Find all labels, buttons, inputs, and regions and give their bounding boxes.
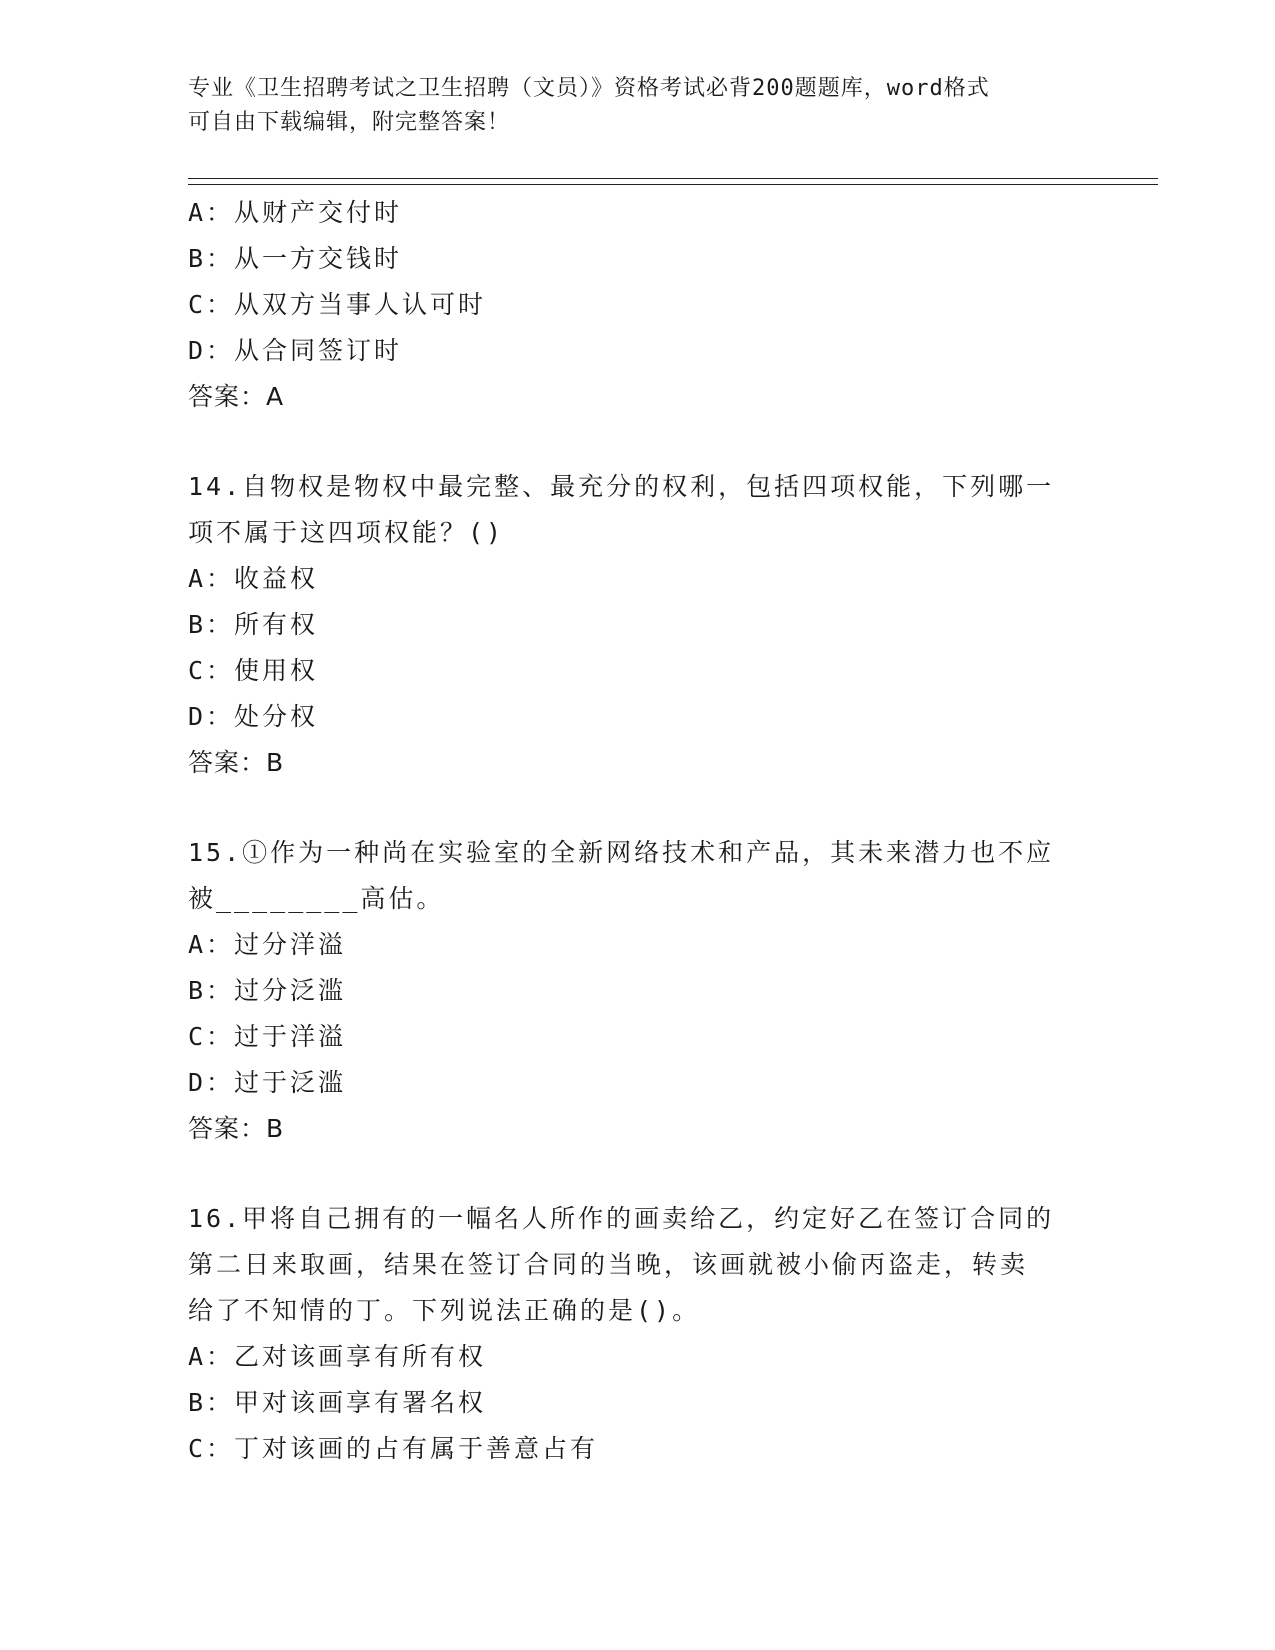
answer: 答案：B	[188, 748, 285, 777]
question-list	[188, 190, 1088, 1472]
header-line-1: 专业《卫生招聘考试之卫生招聘（文员）》资格考试必背200题题库，word格式	[188, 76, 990, 101]
question-stem-line: 给了不知情的丁。下列说法正确的是()。	[188, 1296, 701, 1325]
spacer	[188, 1152, 1088, 1196]
option-c: C：过于洋溢	[188, 1022, 347, 1051]
option-c: C：丁对该画的占有属于善意占有	[188, 1434, 599, 1463]
option-c: C：使用权	[188, 656, 319, 685]
question-stem-line: 16.甲将自己拥有的一幅名人所作的画卖给乙，约定好乙在签订合同的	[188, 1204, 1055, 1233]
question-stem-line: 14.自物权是物权中最完整、最充分的权利，包括四项权能，下列哪一	[188, 472, 1055, 501]
option-d: D：过于泛滥	[188, 1068, 347, 1097]
question-stem-line: 15.①作为一种尚在实验室的全新网络技术和产品，其未来潜力也不应	[188, 838, 1055, 867]
answer: 答案：A	[188, 382, 285, 411]
option-c: C：从双方当事人认可时	[188, 290, 487, 319]
option-b: B：甲对该画享有署名权	[188, 1388, 487, 1417]
header-rule-top	[188, 178, 1158, 179]
option-a: A：乙对该画享有所有权	[188, 1342, 487, 1371]
spacer	[188, 786, 1088, 830]
option-d: D：处分权	[188, 702, 319, 731]
header-rule-bottom	[188, 184, 1158, 185]
option-b: B：过分泛滥	[188, 976, 347, 1005]
answer: 答案：B	[188, 1114, 285, 1143]
header-line-2: 可自由下载编辑，附完整答案！	[188, 110, 511, 135]
question-stem-line: 项不属于这四项权能？()	[188, 518, 505, 547]
option-a: A：收益权	[188, 564, 319, 593]
option-a: A：从财产交付时	[188, 198, 403, 227]
question-13	[188, 190, 1088, 420]
question-stem-line: 第二日来取画，结果在签订合同的当晚，该画就被小偷丙盗走，转卖	[188, 1250, 1029, 1279]
question-15	[188, 830, 1088, 1152]
question-stem-line: 被________高估。	[188, 884, 445, 913]
document-header	[188, 72, 1088, 140]
option-d: D：从合同签订时	[188, 336, 403, 365]
question-16	[188, 1196, 1088, 1472]
option-b: B：所有权	[188, 610, 319, 639]
question-14	[188, 464, 1088, 786]
option-a: A：过分洋溢	[188, 930, 347, 959]
option-b: B：从一方交钱时	[188, 244, 403, 273]
spacer	[188, 420, 1088, 464]
